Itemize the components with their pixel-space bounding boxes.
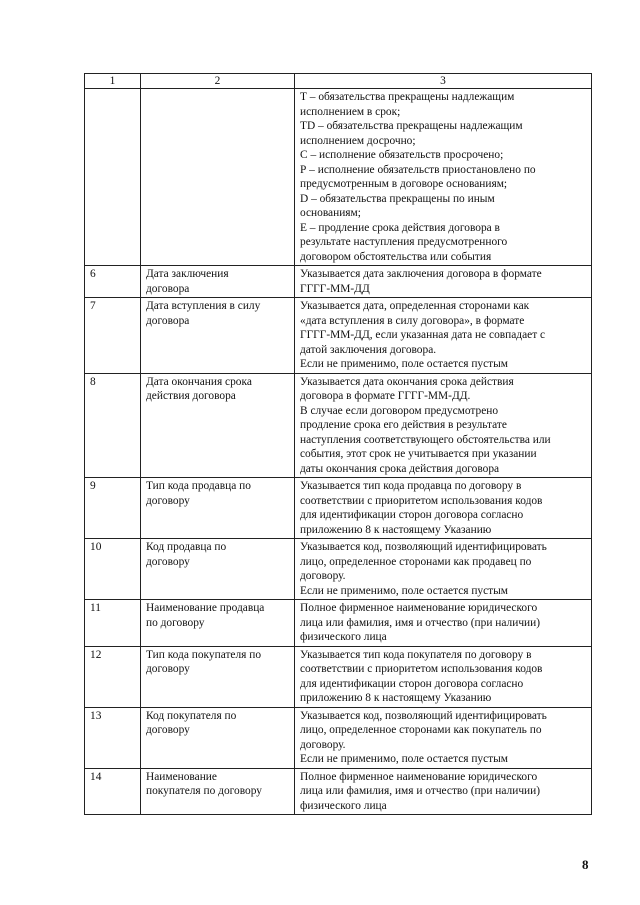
row-number: 8	[85, 373, 141, 478]
table-row-continuation	[85, 89, 592, 266]
field-name: Код продавца по договору	[141, 539, 295, 600]
field-name: Наименование покупателя по договору	[141, 768, 295, 815]
row-number: 11	[85, 600, 141, 647]
specification-table	[84, 73, 592, 815]
field-description: Указывается тип кода продавца по договору в соответствии с приоритетом использования кодов для идентификации сторон договора согласно приложению 8 к настоящему Указанию	[295, 478, 592, 539]
field-description: Указывается код, позволяющий идентифицировать лицо, определенное сторонами как продавец по договору. Если не применимо, поле остается пустым	[295, 539, 592, 600]
field-description: Указывается код, позволяющий идентифицировать лицо, определенное сторонами как покупатель по договору. Если не применимо, поле остается пустым	[295, 707, 592, 768]
row-number: 6	[85, 266, 141, 298]
table-row	[85, 646, 592, 707]
row-number: 9	[85, 478, 141, 539]
row-number	[85, 89, 141, 266]
field-description: Указывается дата окончания срока действия договора в формате ГГГГ-ММ-ДД. В случае если договором предусмотрено продление срока его действия в результате наступления соответствующего обстоятельства или события, этот срок не учитывается при указании даты окончания срока действия договора	[295, 373, 592, 478]
field-name: Код покупателя по договору	[141, 707, 295, 768]
field-description: Указывается дата, определенная сторонами как «дата вступления в силу договора», в формате ГГГГ-ММ-ДД, если указанная дата не совпадает с датой заключения договора. Если не применимо, поле остается пустым	[295, 298, 592, 374]
field-name: Дата заключения договора	[141, 266, 295, 298]
table-row	[85, 539, 592, 600]
field-name: Дата вступления в силу договора	[141, 298, 295, 374]
table-row	[85, 707, 592, 768]
table-row	[85, 768, 592, 815]
header-col-1: 1	[85, 74, 141, 89]
table-row	[85, 373, 592, 478]
row-number: 14	[85, 768, 141, 815]
field-name: Тип кода покупателя по договору	[141, 646, 295, 707]
row-number: 7	[85, 298, 141, 374]
field-name: Дата окончания срока действия договора	[141, 373, 295, 478]
field-description: Полное фирменное наименование юридического лица или фамилия, имя и отчество (при наличии) физического лица	[295, 600, 592, 647]
page-number: 8	[582, 857, 589, 872]
table-row	[85, 266, 592, 298]
header-col-3: 3	[295, 74, 592, 89]
row-number: 12	[85, 646, 141, 707]
field-description: Т – обязательства прекращены надлежащим исполнением в срок; ТD – обязательства прекращены надлежащим исполнением досрочно; С – исполнение обязательств просрочено; Р – исполнение обязательств приостановлено по предусмотренным в договоре основаниям; D – обязательства прекращены по иным основаниям; Е – продление срока действия договора в результате наступления предусмотренного договором обстоятельства или события	[295, 89, 592, 266]
field-description: Указывается тип кода покупателя по договору в соответствии с приоритетом использования кодов для идентификации сторон договора согласно приложению 8 к настоящему Указанию	[295, 646, 592, 707]
table-header-row	[85, 74, 592, 89]
header-col-2: 2	[141, 74, 295, 89]
field-description: Полное фирменное наименование юридического лица или фамилия, имя и отчество (при наличии) физического лица	[295, 768, 592, 815]
field-name: Наименование продавца по договору	[141, 600, 295, 647]
field-name	[141, 89, 295, 266]
table-row	[85, 478, 592, 539]
field-description: Указывается дата заключения договора в формате ГГГГ-ММ-ДД	[295, 266, 592, 298]
row-number: 10	[85, 539, 141, 600]
field-name: Тип кода продавца по договору	[141, 478, 295, 539]
table-row	[85, 298, 592, 374]
table-row	[85, 600, 592, 647]
row-number: 13	[85, 707, 141, 768]
